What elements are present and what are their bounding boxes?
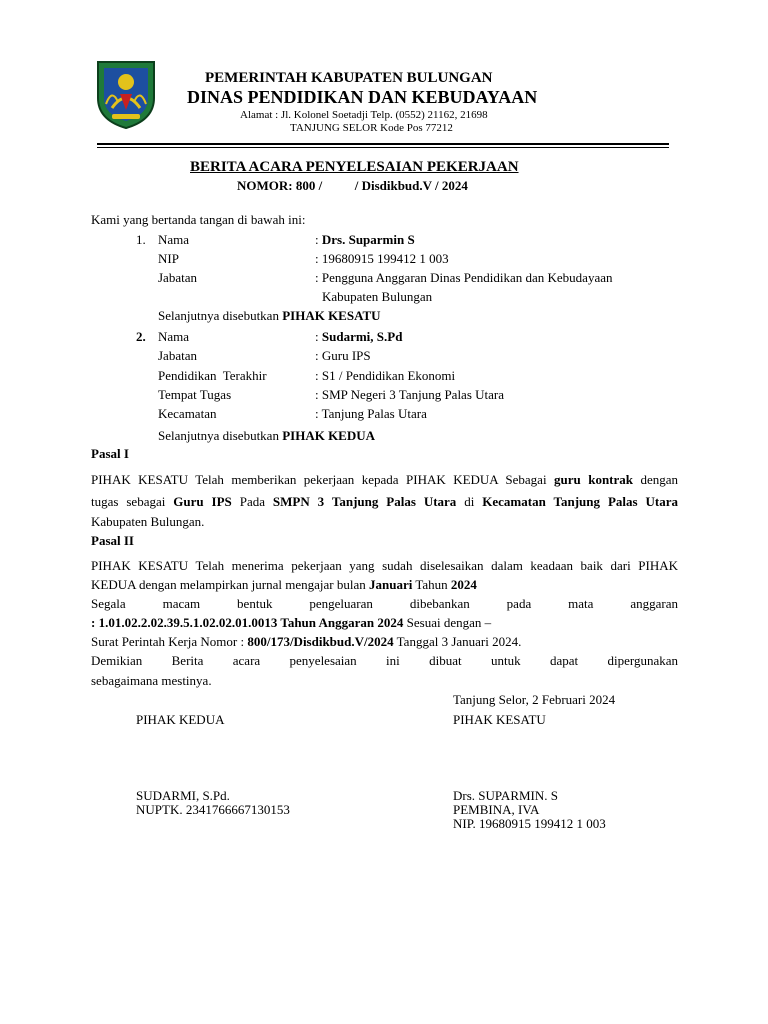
party2-label-district: Kecamatan — [158, 406, 217, 421]
party2-label-workplace: Tempat Tugas — [158, 387, 232, 402]
party1-number: 1. — [136, 232, 146, 247]
pasal1-line1: PIHAK KESATU Telah memberikan pekerjaan kepada PIHAK KEDUA Sebagai guru kontrak dengan — [91, 472, 679, 487]
pasal1-line3: Kabupaten Bulungan. — [91, 514, 205, 529]
pasal2-line4: : 1.01.02.2.02.39.5.1.02.02.01.0013 Tahun Anggaran 2024 Sesuai dengan – — [91, 615, 492, 630]
party1-label-position: Jabatan — [158, 270, 197, 285]
party1-value-name: : Drs. Suparmin S — [315, 232, 415, 247]
pasal2-line6: Demikian Berita acara penyelesaian ini dibuat untuk dapat dipergunakan — [91, 653, 678, 668]
pasal1-line2: tugas sebagai Guru IPS Pada SMPN 3 Tanjung Palas Utara di Kecamatan Tanjung Palas Utara — [91, 494, 678, 509]
party1-value-position: : Pengguna Anggaran Dinas Pendidikan dan Kebudayaan — [315, 270, 613, 285]
party1-label-nip: NIP — [158, 251, 179, 266]
signature-place-date: Tanjung Selor, 2 Februari 2024 — [453, 692, 616, 707]
pasal2-heading: Pasal II — [91, 533, 134, 548]
header-city: TANJUNG SELOR Kode Pos 77212 — [290, 122, 453, 134]
party1-designation: Selanjutnya disebutkan PIHAK KESATU — [158, 308, 381, 323]
intro-text: Kami yang bertanda tangan di bawah ini: — [91, 212, 306, 227]
pasal2-line3: Segala macam bentuk pengeluaran dibebankan pada mata anggaran — [91, 596, 678, 611]
signature-left-name: SUDARMI, S.Pd. — [136, 788, 230, 803]
header-divider-thick — [97, 143, 669, 145]
party1-value-position-cont: Kabupaten Bulungan — [322, 289, 433, 304]
document-number: NOMOR: 800 / / Disdikbud.V / 2024 — [237, 178, 468, 193]
signature-left-role: PIHAK KEDUA — [136, 712, 225, 727]
party2-value-name: : Sudarmi, S.Pd — [315, 329, 403, 344]
document-title: BERITA ACARA PENYELESAIAN PEKERJAAN — [190, 159, 519, 175]
party2-value-education: : S1 / Pendidikan Ekonomi — [315, 368, 456, 383]
party1-value-nip: : 19680915 199412 1 003 — [315, 251, 449, 266]
header-address: Alamat : Jl. Kolonel Soetadji Telp. (0552) 21162, 21698 — [240, 109, 488, 121]
pasal1-heading: Pasal I — [91, 446, 129, 461]
signature-left-id: NUPTK. 2341766667130153 — [136, 802, 290, 817]
party2-label-name: Nama — [158, 329, 190, 344]
pasal2-line2: KEDUA dengan melampirkan jurnal mengajar bulan Januari Tahun 2024 — [91, 577, 477, 592]
signature-right-role: PIHAK KESATU — [453, 712, 546, 727]
pasal2-line1: PIHAK KESATU Telah menerima pekerjaan yang sudah diselesaikan dalam keadaan baik dari PIHAK — [91, 558, 678, 573]
party2-value-workplace: : SMP Negeri 3 Tanjung Palas Utara — [315, 387, 505, 402]
pasal2-line5: Surat Perintah Kerja Nomor : 800/173/Disdikbud.V/2024 Tanggal 3 Januari 2024. — [91, 634, 522, 649]
bulungan-regency-emblem-icon — [92, 58, 160, 130]
party2-label-education: Pendidikan Terakhir — [158, 368, 267, 383]
party2-number: 2. — [136, 329, 146, 344]
party2-value-district: : Tanjung Palas Utara — [315, 406, 427, 421]
party2-value-position: : Guru IPS — [315, 348, 371, 363]
signature-right-rank: PEMBINA, IVA — [453, 802, 540, 817]
signature-right-name: Drs. SUPARMIN. S — [453, 788, 558, 803]
header-divider-thin — [97, 147, 669, 148]
pasal2-line7: sebagaimana mestinya. — [91, 673, 212, 688]
party2-label-position: Jabatan — [158, 348, 197, 363]
signature-right-id: NIP. 19680915 199412 1 003 — [453, 816, 606, 831]
header-government: PEMERINTAH KABUPATEN BULUNGAN — [205, 70, 493, 86]
header-agency: DINAS PENDIDIKAN DAN KEBUDAYAAN — [187, 87, 538, 107]
party2-designation: Selanjutnya disebutkan PIHAK KEDUA — [158, 428, 376, 443]
party1-label-name: Nama — [158, 232, 190, 247]
